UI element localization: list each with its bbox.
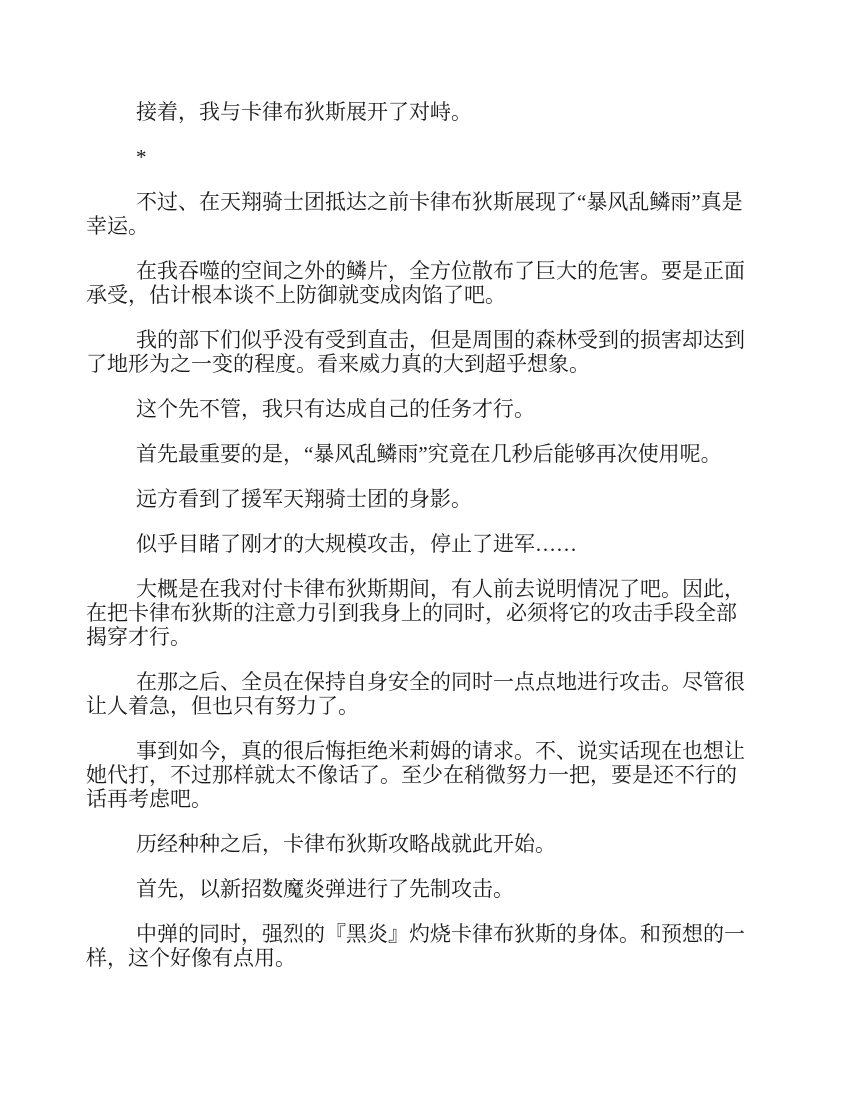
paragraph: 大概是在我对付卡律布狄斯期间，有人前去说明情况了吧。因此，在把卡律布狄斯的注意力引到我身上的同时，必须将它的攻击手段全部揭穿才行。 — [86, 577, 745, 649]
section-separator-asterisk: * — [136, 145, 147, 169]
paragraph: 这个先不管，我只有达成自己的任务才行。 — [136, 397, 535, 421]
paragraph: 中弹的同时，强烈的『黑炎』灼烧卡律布狄斯的身体。和预想的一样，这个好像有点用。 — [86, 922, 745, 970]
paragraph: 我的部下们似乎没有受到直击，但是周围的森林受到的损害却达到了地形为之一变的程度。看来威力真的大到超乎想象。 — [86, 328, 745, 376]
paragraph: 接着，我与卡律布狄斯展开了对峙。 — [136, 100, 472, 124]
paragraph: 似乎目睹了刚才的大规模攻击，停止了进军…… — [136, 532, 577, 556]
paragraph: 事到如今，真的很后悔拒绝米莉姆的请求。不、说实话现在也想让她代打，不过那样就太不像话了。至少在稍微努力一把，要是还不行的话再考虑吧。 — [86, 739, 745, 811]
paragraph: 在那之后、全员在保持自身安全的同时一点点地进行攻击。尽管很让人着急，但也只有努力了。 — [86, 670, 745, 718]
paragraph: 首先最重要的是，“暴风乱鳞雨”究竟在几秒后能够再次使用呢。 — [136, 442, 722, 466]
paragraph: 首先，以新招数魔炎弹进行了先制攻击。 — [136, 877, 514, 901]
paragraph: 在我吞噬的空间之外的鳞片，全方位散布了巨大的危害。要是正面承受，估计根本谈不上防御就变成肉馅了吧。 — [86, 259, 745, 307]
paragraph: 不过、在天翔骑士团抵达之前卡律布狄斯展现了“暴风乱鳞雨”真是幸运。 — [86, 190, 743, 238]
document-content — [86, 100, 746, 991]
paragraph: 历经种种之后，卡律布狄斯攻略战就此开始。 — [136, 832, 556, 856]
paragraph: 远方看到了援军天翔骑士团的身影。 — [136, 487, 472, 511]
